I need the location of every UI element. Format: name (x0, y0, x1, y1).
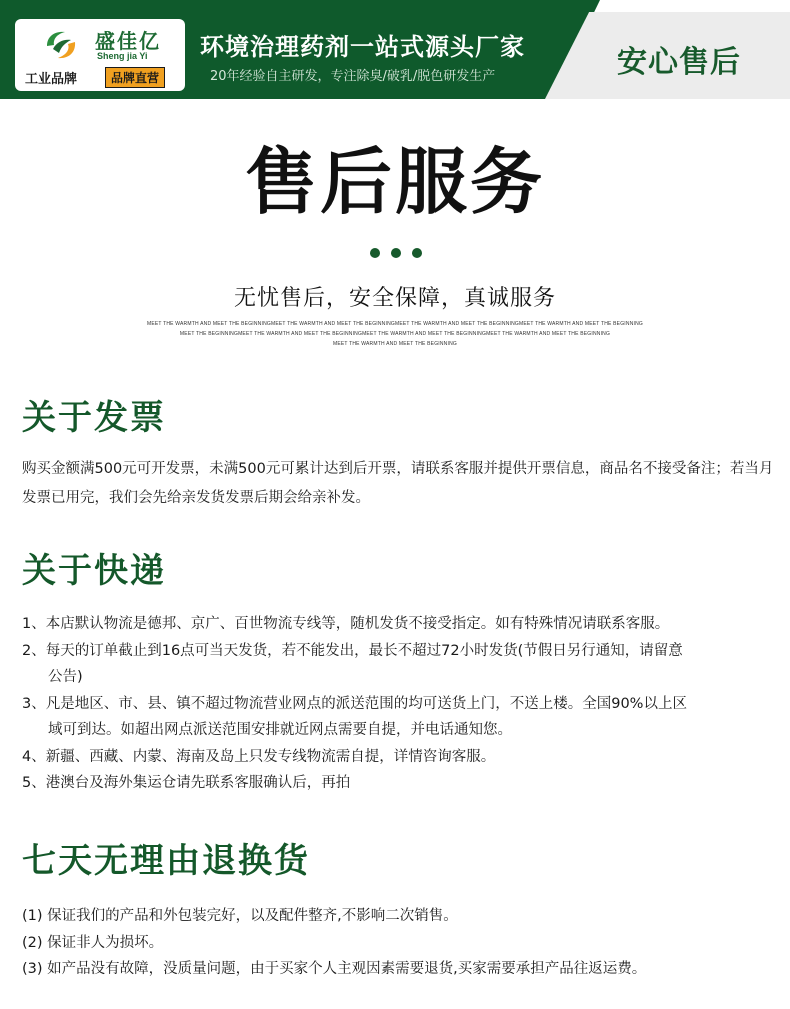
list-item (22, 956, 774, 983)
banner-right-label: 安心售后 (617, 45, 741, 80)
brand-logo-icon (39, 26, 83, 64)
list-item-number: 1、 (22, 616, 46, 632)
list-item-number: 5、 (22, 775, 46, 791)
returns-list (22, 903, 774, 983)
brand-logo (15, 19, 185, 91)
list-item-continuation: 域可到达。如超出网点派送范围安排就近网点需要自提，并电话通知您。 (48, 722, 512, 738)
dot-icon (370, 248, 380, 258)
logo-english-name: Sheng jia Yi (97, 51, 148, 61)
logo-brand-label: 工业品牌 (25, 72, 78, 87)
page-subtitle: 无忧售后，安全保障，真诚服务 (233, 286, 556, 311)
list-item-number: 4、 (22, 748, 46, 765)
list-item-text: 凡是地区、市、县、镇不超过物流营业网点的派送范围的均可送货上门，不送上楼。全国90%以上区 (45, 695, 687, 712)
list-item-number: (2) (22, 934, 43, 951)
list-item (22, 744, 774, 771)
list-item (22, 611, 774, 638)
page-title: 售后服务 (244, 140, 545, 224)
tagline-line-3: MEET THE WARMTH AND MEET THE BEGINNING (332, 341, 457, 347)
shipping-list (22, 611, 774, 797)
list-item (22, 930, 774, 957)
list-item-text: 保证非人为损坏。 (47, 934, 164, 951)
tagline-line-2: MEET THE BEGINNINGMEET THE WARMTH AND MEET THE BEGINNINGMEET THE WARMTH AND MEET THE BEGINNINGMEET THE WARMTH AND MEET THE BEGINNING (179, 331, 611, 337)
logo-badge: 品牌直营 (105, 67, 165, 88)
list-item-text: 保证我们的产品和外包装完好，以及配件整齐,不影响二次销售。 (47, 908, 458, 924)
header-banner (0, 0, 790, 99)
banner-subtitle: 20年经验自主研发，专注除臭/破乳/脱色研发生产 (210, 69, 496, 84)
list-item (22, 770, 774, 797)
shipping-section-title: 关于快递 (22, 551, 166, 591)
logo-chinese-name: 盛佳亿 (95, 29, 161, 53)
list-item-text: 港澳台及海外集运仓请先联系客服确认后，再拍 (45, 775, 351, 791)
dot-icon (412, 248, 422, 258)
tagline-line-1: MEET THE WARMTH AND MEET THE BEGINNINGMEET THE WARMTH AND MEET THE BEGINNINGMEET THE WARMTH AND MEET THE BEGINNINGMEET THE WARMTH AND MEET THE BEGINNING (146, 321, 643, 327)
invoice-section-title: 关于发票 (22, 398, 166, 438)
list-item (22, 638, 774, 691)
list-item (22, 903, 774, 930)
list-item (22, 691, 774, 744)
list-item-number: (3) (22, 961, 43, 977)
returns-section-title: 七天无理由退换货 (22, 841, 310, 881)
list-item-text: 本店默认物流是德邦、京广、百世物流专线等，随机发货不接受指定。如有特殊情况请联系客服。 (45, 616, 670, 632)
dot-icon (391, 248, 401, 258)
list-item-text: 新疆、西藏、内蒙、海南及岛上只发专线物流需自提，详情咨询客服。 (45, 748, 496, 765)
list-item-text: 如产品没有故障，没质量问题，由于买家个人主观因素需要退货,买家需要承担产品往返运费。 (47, 961, 647, 977)
invoice-section-body: 购买金额满500元可开发票，未满500元可累计达到后开票，请联系客服并提供开票信息，商品名不接受备注；若当月发票已用完，我们会先给亲发货发票后期会给亲补发。 (22, 461, 774, 506)
list-item-number: 2、 (22, 642, 46, 659)
list-item-number: 3、 (22, 695, 46, 712)
list-item-continuation: 公告) (48, 669, 83, 685)
decorative-dots (370, 248, 430, 258)
list-item-number: (1) (22, 908, 43, 924)
banner-title: 环境治理药剂一站式源头厂家 (200, 33, 525, 61)
list-item-text: 每天的订单截止到16点可当天发货，若不能发出，最长不超过72小时发货(节假日另行通知，请留意 (45, 642, 683, 659)
